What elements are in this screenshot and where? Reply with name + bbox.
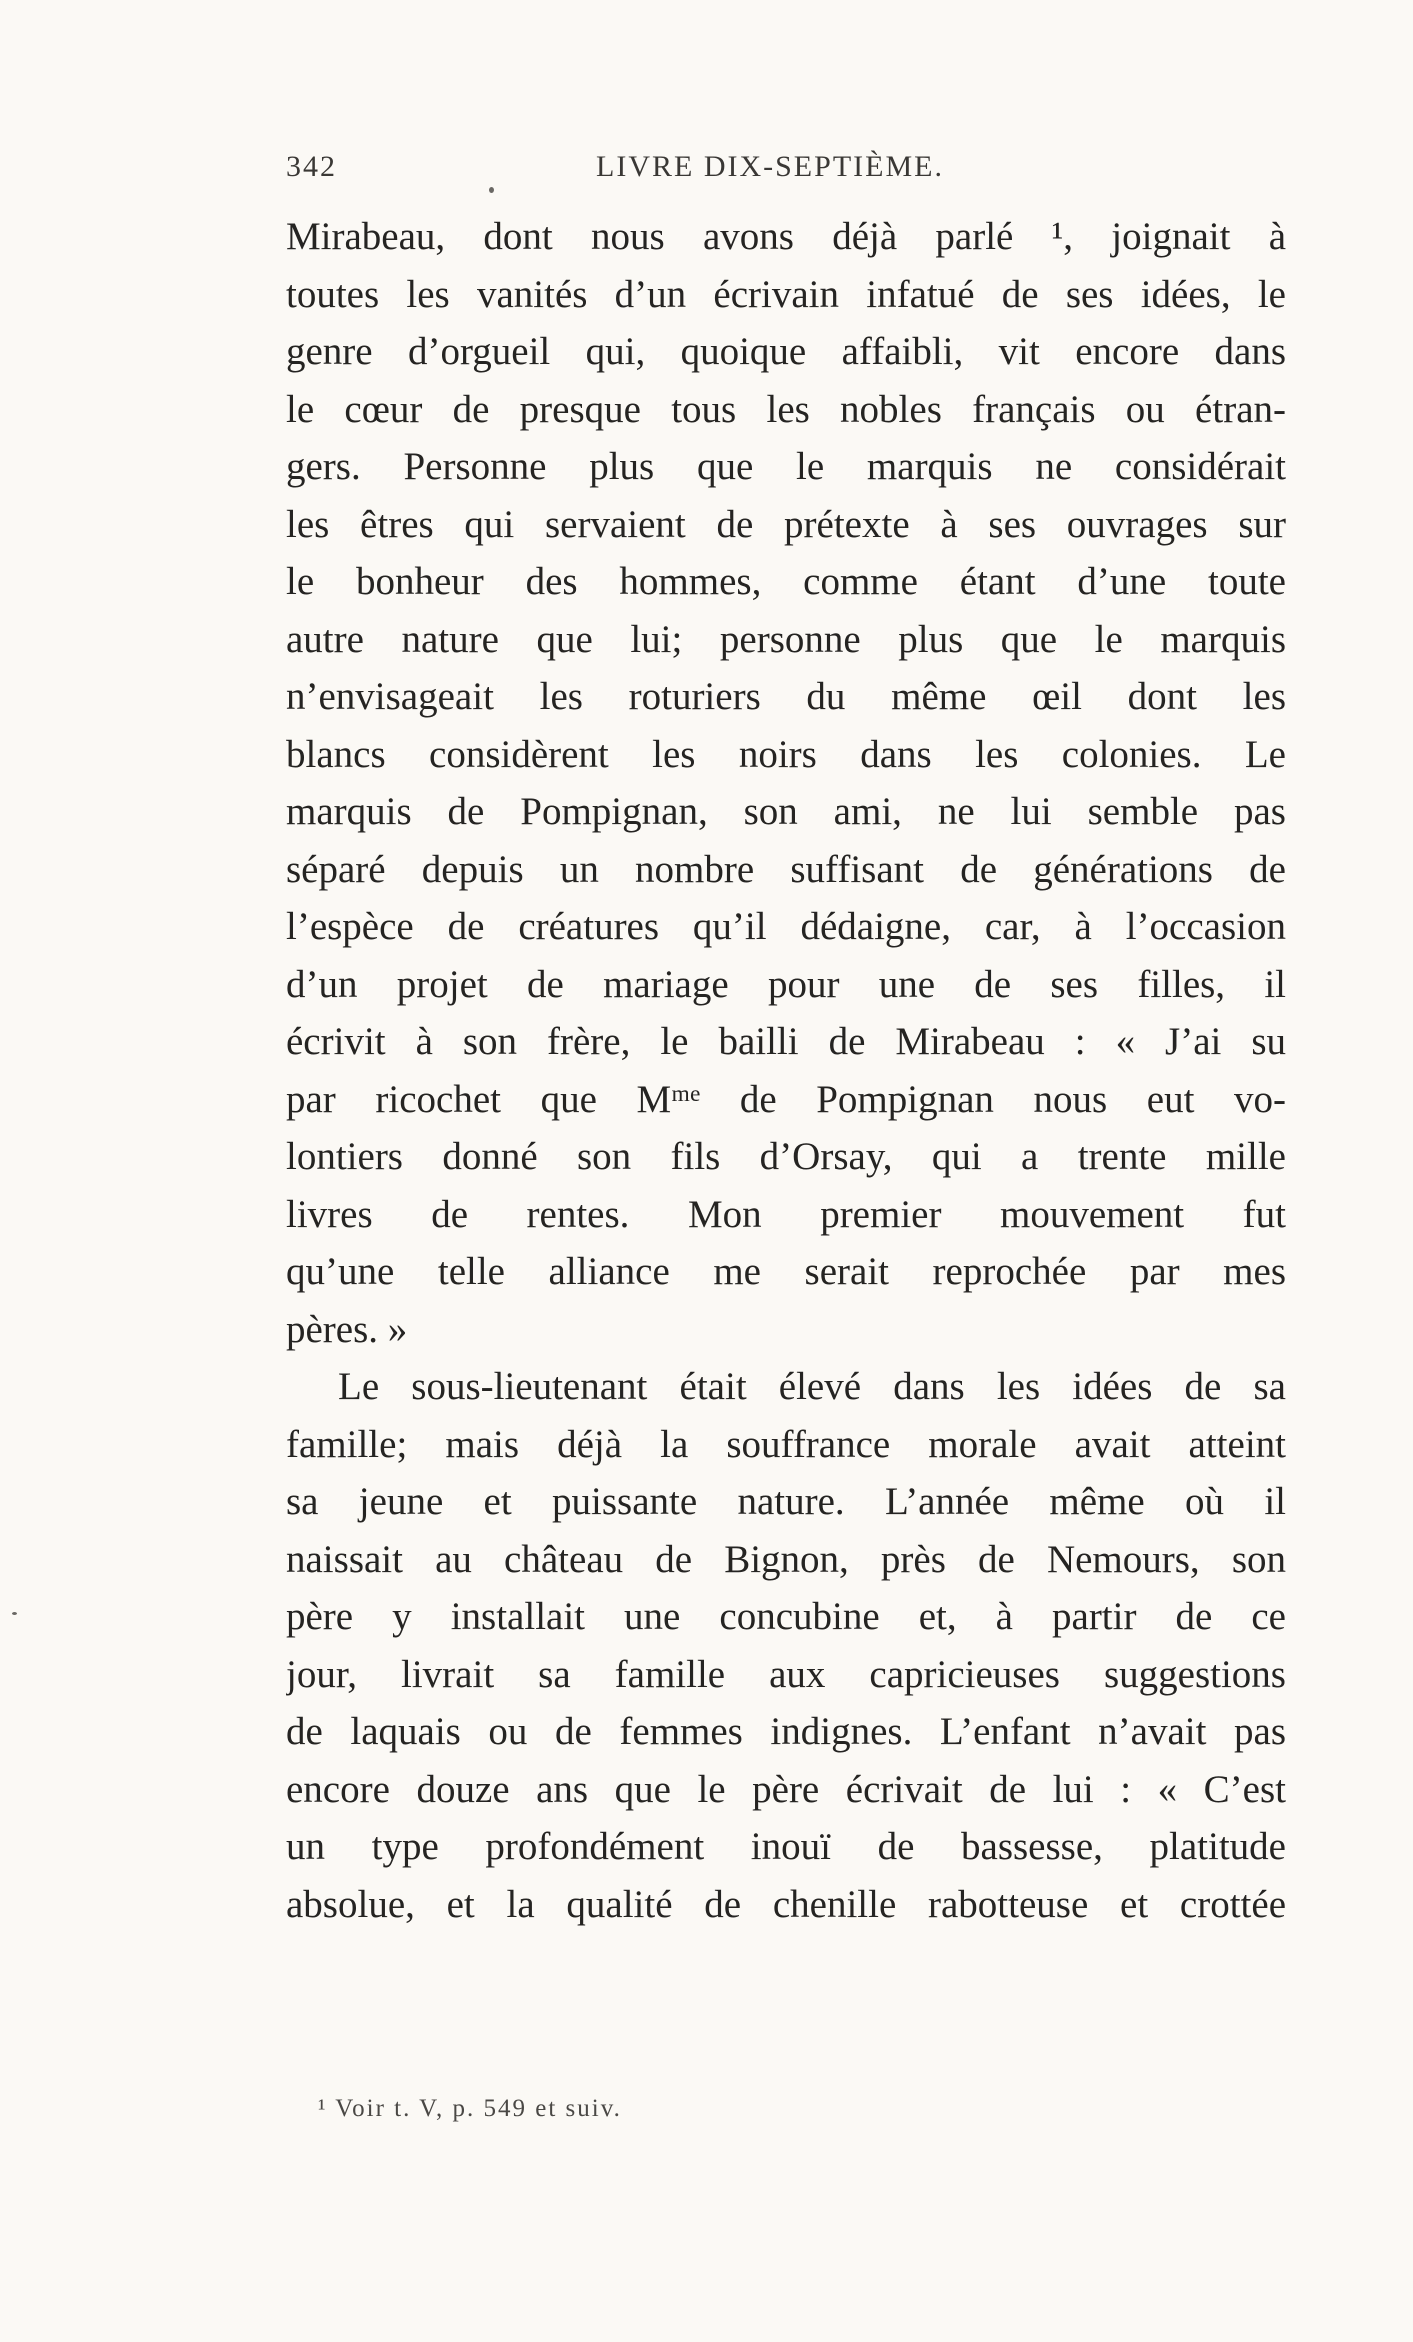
ink-speck bbox=[12, 1612, 17, 1615]
text-line: qu’une telle alliance me serait reprochée par mes bbox=[286, 1250, 1286, 1293]
text-line: Le sous-lieutenant était élevé dans les idées de sa bbox=[338, 1365, 1286, 1408]
ink-speck bbox=[489, 187, 494, 193]
text-line: toutes les vanités d’un écrivain infatué de ses idées, le bbox=[286, 272, 1286, 316]
text-line: d’un projet de mariage pour une de ses filles, il bbox=[286, 962, 1286, 1006]
text-line: lontiers donné son fils d’Orsay, qui a trente mille bbox=[286, 1135, 1286, 1178]
text-line: encore douze ans que le père écrivait de lui : « C’est bbox=[286, 1767, 1286, 1811]
text-line: blancs considèrent les noirs dans les colonies. Le bbox=[286, 732, 1286, 776]
text-line: sa jeune et puissante nature. L’année même où il bbox=[286, 1480, 1286, 1523]
text-line: gers. Personne plus que le marquis ne considérait bbox=[286, 445, 1286, 488]
text-line: l’espèce de créatures qu’il dédaigne, car, à l’occasion bbox=[286, 905, 1286, 948]
text-line: pères. » bbox=[286, 1307, 408, 1351]
body-text bbox=[286, 208, 1286, 1933]
text-line: les êtres qui servaient de prétexte à ses ouvrages sur bbox=[286, 502, 1286, 546]
text-line: genre d’orgueil qui, quoique affaibli, vit encore dans bbox=[286, 330, 1286, 373]
text-line: naissait au château de Bignon, près de Nemours, son bbox=[286, 1537, 1286, 1581]
page-header bbox=[286, 150, 1286, 190]
running-title: LIVRE DIX-SEPTIÈME. bbox=[596, 150, 944, 183]
text-line: n’envisageait les roturiers du même œil dont les bbox=[286, 675, 1286, 718]
text-line: séparé depuis un nombre suffisant de générations de bbox=[286, 847, 1286, 891]
text-line: Mirabeau, dont nous avons déjà parlé ¹, joignait à bbox=[286, 215, 1286, 258]
page-number: 342 bbox=[286, 150, 337, 183]
paragraph-2 bbox=[286, 1358, 1286, 1933]
footnote: ¹ Voir t. V, p. 549 et suiv. bbox=[318, 2095, 622, 2122]
text-line: père y installait une concubine et, à partir de ce bbox=[286, 1595, 1286, 1638]
text-line: le cœur de presque tous les nobles français ou étran- bbox=[286, 387, 1286, 431]
text-line: livres de rentes. Mon premier mouvement fut bbox=[286, 1192, 1286, 1236]
text-line: écrivit à son frère, le bailli de Mirabeau : « J’ai su bbox=[286, 1020, 1286, 1063]
text-line: autre nature que lui; personne plus que le marquis bbox=[286, 617, 1286, 661]
text-line: marquis de Pompignan, son ami, ne lui semble pas bbox=[286, 790, 1286, 833]
paragraph-1 bbox=[286, 208, 1286, 1358]
text-line: famille; mais déjà la souffrance morale avait atteint bbox=[286, 1422, 1286, 1466]
text-line: jour, livrait sa famille aux capricieuses suggestions bbox=[286, 1652, 1286, 1696]
text-line: de laquais ou de femmes indignes. L’enfant n’avait pas bbox=[286, 1710, 1286, 1753]
text-line: le bonheur des hommes, comme étant d’une toute bbox=[286, 560, 1286, 603]
text-line: un type profondément inouï de bassesse, platitude bbox=[286, 1825, 1286, 1868]
text-line: absolue, et la qualité de chenille rabotteuse et crottée bbox=[286, 1882, 1286, 1926]
text-line: par ricochet que Mᵐᵉ de Pompignan nous eut vo- bbox=[286, 1077, 1286, 1121]
